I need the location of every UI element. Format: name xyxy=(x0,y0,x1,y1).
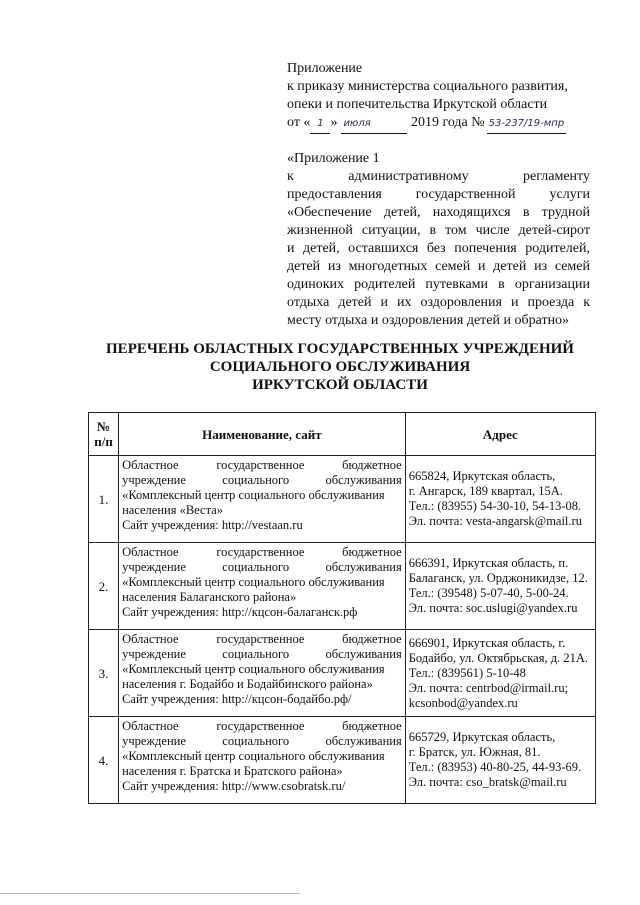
name-line: учреждение социального обслуживания xyxy=(122,734,402,748)
name-line: населения г. Братска и Братского района» xyxy=(122,764,343,778)
name-line: «Комплексный центр социального обслуживания xyxy=(122,662,385,676)
header-num: № п/п xyxy=(89,413,119,456)
annex-ministry-line: опеки и попечительства Иркутской области xyxy=(287,97,548,112)
email: Эл. почта: vesta-angarsk@mail.ru xyxy=(408,514,582,528)
institution-site: Сайт учреждения: http://кцсон-балаганск.рф xyxy=(122,605,358,619)
row-number: 3. xyxy=(89,630,119,717)
date-mid: » xyxy=(330,115,338,130)
regulation-title: «Приложение 1 xyxy=(287,151,380,166)
institution-address-cell xyxy=(405,717,595,804)
heading-line: ПЕРЕЧЕНЬ ОБЛАСТНЫХ ГОСУДАРСТВЕННЫХ УЧРЕЖДЕНИЙ xyxy=(106,341,574,357)
date-year: 2019 года № xyxy=(410,115,485,130)
name-line: населения г. Бодайбо и Бодайбинского района» xyxy=(122,677,373,691)
header-address: Адрес xyxy=(405,413,595,456)
handwritten-order-number: 53-237/19-мпр xyxy=(487,115,567,134)
annex-title: Приложение xyxy=(287,61,363,76)
address-line: Бодайбо, ул. Октябрьская, д. 21А. xyxy=(408,650,588,665)
email: Эл. почта: soc.uslugi@yandex.ru xyxy=(408,601,578,615)
phone: Тел.: (83955) 54-30-10, 54-13-08. xyxy=(408,499,582,513)
institution-address-cell xyxy=(405,543,595,630)
regulation-line: жизненной ситуации, в том числе детей-сирот xyxy=(287,223,590,238)
date-prefix: от « xyxy=(287,115,311,130)
institution-address-cell xyxy=(405,456,595,543)
name-line: «Комплексный центр социального обслуживания xyxy=(122,749,385,763)
table-row xyxy=(89,717,596,804)
address-line: 665824, Иркутская область, xyxy=(408,469,556,483)
name-line: населения «Веста» xyxy=(122,503,223,517)
name-line: населения Балаганского района» xyxy=(122,590,297,604)
regulation-line: отдыха детей и их оздоровления и проезда к xyxy=(287,295,590,310)
header-name: Наименование, сайт xyxy=(119,413,406,456)
regulation-block xyxy=(287,150,590,330)
list-heading xyxy=(60,340,620,394)
handwritten-day: 1 xyxy=(310,115,330,134)
row-number: 1. xyxy=(89,456,119,543)
row-number: 4. xyxy=(89,717,119,804)
address-line: 666391, Иркутская область, п. xyxy=(408,556,569,570)
address-line: 665729, Иркутская область, xyxy=(408,730,556,744)
table-row xyxy=(89,456,596,543)
institution-site: Сайт учреждения: http://vestaan.ru xyxy=(122,518,303,532)
name-line: Областное государственное бюджетное xyxy=(122,458,402,472)
handwritten-month: июля xyxy=(341,115,407,134)
phone: Тел.: (839561) 5-10-48 xyxy=(408,665,526,680)
email: Эл. почта: cso_bratsk@mail.ru xyxy=(408,775,567,789)
annex-header xyxy=(287,60,592,134)
name-line: учреждение социального обслуживания xyxy=(122,647,402,661)
row-number: 2. xyxy=(89,543,119,630)
phone: Тел.: (83953) 40-80-25, 44-93-69. xyxy=(408,760,582,774)
address-line: г. Братск, ул. Южная, 81. xyxy=(408,745,541,759)
institution-address-cell xyxy=(405,630,595,717)
regulation-line: детей из многодетных семей и детей из семей xyxy=(287,259,590,274)
email: Эл. почта: centrbod@irmail.ru; xyxy=(408,680,569,695)
regulation-line: к административному регламенту xyxy=(287,169,590,184)
phone: Тел.: (39548) 5-07-40, 5-00-24. xyxy=(408,586,569,600)
name-line: Областное государственное бюджетное xyxy=(122,545,402,559)
address-line: 666901, Иркутская область, г. xyxy=(408,635,566,650)
heading-line: СОЦИАЛЬНОГО ОБСЛУЖИВАНИЯ xyxy=(209,359,471,375)
regulation-line: и детей, оставшихся без попечения родителей, xyxy=(287,241,590,256)
table-row xyxy=(89,543,596,630)
address-line: г. Ангарск, 189 квартал, 15А. xyxy=(408,484,563,498)
name-line: учреждение социального обслуживания xyxy=(122,473,402,487)
institution-site: Сайт учреждения: http://кцсон-бодайбо.рф/ xyxy=(122,692,352,706)
table-header-row xyxy=(89,413,596,456)
regulation-line: «Обеспечение детей, находящихся в трудной xyxy=(287,205,590,220)
regulation-line: одиноких родителей путевками в организации xyxy=(287,277,590,292)
name-line: «Комплексный центр социального обслуживания xyxy=(122,575,385,589)
name-line: Областное государственное бюджетное xyxy=(122,719,402,733)
institution-name-cell xyxy=(119,456,406,543)
name-line: Областное государственное бюджетное xyxy=(122,632,402,646)
institution-name-cell xyxy=(119,630,406,717)
name-line: «Комплексный центр социального обслуживания xyxy=(122,488,385,502)
regulation-line: месту отдыха и оздоровления детей и обратно» xyxy=(287,313,570,328)
name-line: учреждение социального обслуживания xyxy=(122,560,402,574)
institutions-table xyxy=(88,412,596,804)
table-row xyxy=(89,630,596,717)
email-secondary: kcsonbod@yandex.ru xyxy=(408,695,518,710)
address-line: Балаганск, ул. Орджоникидзе, 12. xyxy=(408,571,588,585)
heading-line: ИРКУТСКОЙ ОБЛАСТИ xyxy=(252,377,428,393)
regulation-text xyxy=(287,168,590,330)
annex-order-line: к приказу министерства социального развития, xyxy=(287,79,568,94)
regulation-line: предоставления государственной услуги xyxy=(287,187,590,202)
institution-name-cell xyxy=(119,543,406,630)
annex-date-line xyxy=(287,114,592,134)
institution-name-cell xyxy=(119,717,406,804)
institution-site: Сайт учреждения: http://www.csobratsk.ru/ xyxy=(122,779,346,793)
bottom-divider xyxy=(0,893,300,894)
